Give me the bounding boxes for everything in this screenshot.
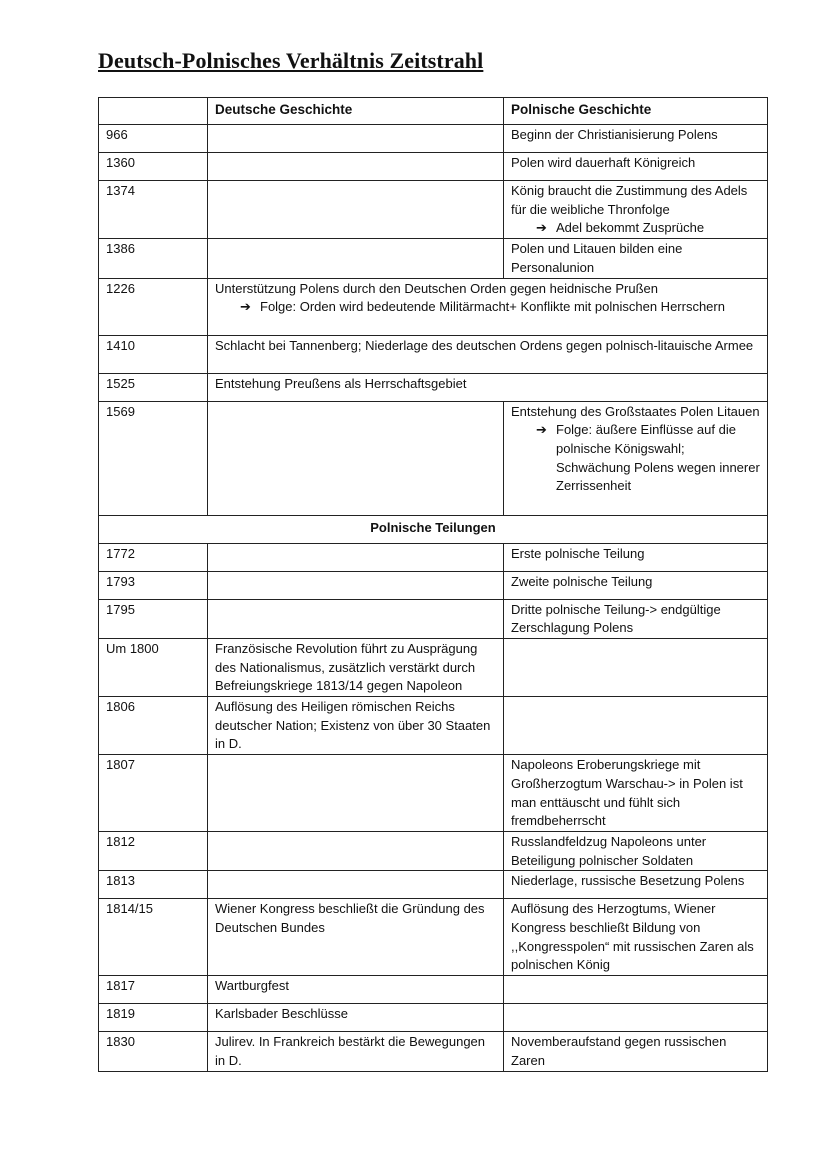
- header-german-history: Deutsche Geschichte: [208, 98, 504, 125]
- year-cell: 1795: [99, 599, 208, 638]
- table-row: [99, 976, 768, 1004]
- table-row: [99, 278, 768, 335]
- year-cell: 1807: [99, 755, 208, 832]
- polish-cell: Polen und Litauen bilden eine Personalunion: [504, 239, 768, 278]
- year-cell: 1410: [99, 335, 208, 373]
- german-cell: [208, 571, 504, 599]
- table-row: [99, 335, 768, 373]
- polish-text: Entstehung des Großstaates Polen Litauen: [511, 403, 760, 419]
- year-cell: 1819: [99, 1004, 208, 1032]
- year-cell: 1793: [99, 571, 208, 599]
- german-cell: [208, 599, 504, 638]
- page-title: Deutsch-Polnisches Verhältnis Zeitstrahl: [98, 48, 484, 73]
- year-cell: 1772: [99, 543, 208, 571]
- year-cell: 1812: [99, 831, 208, 870]
- polish-cell: Dritte polnische Teilung-> endgültige Zerschlagung Polens: [504, 599, 768, 638]
- year-cell: Um 1800: [99, 638, 208, 696]
- year-cell: 1830: [99, 1032, 208, 1071]
- german-cell: Wartburgfest: [208, 976, 504, 1004]
- german-cell: [208, 125, 504, 153]
- polish-cell: Erste polnische Teilung: [504, 543, 768, 571]
- year-cell: 1806: [99, 697, 208, 755]
- polish-cell: [504, 181, 768, 239]
- german-cell: Auflösung des Heiligen römischen Reichs deutscher Nation; Existenz von über 30 Staaten in D.: [208, 697, 504, 755]
- consequence-line: [511, 219, 760, 238]
- year-cell: 1814/15: [99, 899, 208, 976]
- timeline-table: [98, 97, 768, 1072]
- header-polish-history: Polnische Geschichte: [504, 98, 768, 125]
- consequence-text: Folge: Orden wird bedeutende Militärmacht+ Konflikte mit polnischen Herrschern: [260, 299, 725, 315]
- arrow-right-icon: ➔: [536, 422, 547, 438]
- german-cell: Julirev. In Frankreich bestärkt die Bewegungen in D.: [208, 1032, 504, 1071]
- polish-cell: Niederlage, russische Besetzung Polens: [504, 871, 768, 899]
- section-heading: Polnische Teilungen: [99, 515, 768, 543]
- consequence-text: Folge: äußere Einflüsse auf die polnische Königswahl; Schwächung Polens wegen innerer Zerrissenheit: [556, 422, 760, 494]
- table-row: [99, 697, 768, 755]
- year-cell: 1569: [99, 401, 208, 515]
- polish-cell: Polen wird dauerhaft Königreich: [504, 153, 768, 181]
- table-row: [99, 871, 768, 899]
- table-row: [99, 571, 768, 599]
- table-row: [99, 1032, 768, 1071]
- polish-cell: [504, 401, 768, 515]
- table-row: [99, 899, 768, 976]
- polish-cell: [504, 1004, 768, 1032]
- german-cell: [208, 755, 504, 832]
- consequence-line: [511, 421, 760, 496]
- year-cell: 1525: [99, 373, 208, 401]
- table-row: [99, 599, 768, 638]
- german-cell: [208, 401, 504, 515]
- german-cell: Karlsbader Beschlüsse: [208, 1004, 504, 1032]
- german-cell: [208, 543, 504, 571]
- arrow-right-icon: ➔: [240, 299, 251, 315]
- table-row: [99, 181, 768, 239]
- german-cell: Französische Revolution führt zu Ausprägung des Nationalismus, zusätzlich verstärkt durch Befreiungskriege 1813/14 gegen Napoleon: [208, 638, 504, 696]
- table-row: [99, 543, 768, 571]
- polish-cell: Napoleons Eroberungskriege mit Großherzogtum Warschau-> in Polen ist man enttäuscht und fühlt sich fremdbeherrscht: [504, 755, 768, 832]
- year-cell: 1386: [99, 239, 208, 278]
- german-cell: [208, 181, 504, 239]
- shared-history-cell: [208, 278, 768, 335]
- table-row: [99, 755, 768, 832]
- polish-cell: Novemberaufstand gegen russischen Zaren: [504, 1032, 768, 1071]
- consequence-line: [215, 298, 760, 317]
- german-cell: [208, 871, 504, 899]
- polish-cell: Auflösung des Herzogtums, Wiener Kongress beschließt Bildung von ,,Kongresspolen“ mit russischen Zaren als polnischen König: [504, 899, 768, 976]
- year-cell: 966: [99, 125, 208, 153]
- polish-cell: Zweite polnische Teilung: [504, 571, 768, 599]
- table-row: [99, 153, 768, 181]
- header-row: [99, 98, 768, 125]
- table-row: [99, 638, 768, 696]
- shared-history-cell: Entstehung Preußens als Herrschaftsgebiet: [208, 373, 768, 401]
- year-cell: 1374: [99, 181, 208, 239]
- arrow-right-icon: ➔: [536, 220, 547, 236]
- table-row: [99, 125, 768, 153]
- header-year: [99, 98, 208, 125]
- table-row: [99, 401, 768, 515]
- polish-text: König braucht die Zustimmung des Adels für die weibliche Thronfolge: [511, 183, 748, 217]
- german-cell: [208, 153, 504, 181]
- shared-history-cell: Schlacht bei Tannenberg; Niederlage des deutschen Ordens gegen polnisch-litauische Armee: [208, 335, 768, 373]
- polish-cell: Russlandfeldzug Napoleons unter Beteiligung polnischer Soldaten: [504, 831, 768, 870]
- year-cell: 1817: [99, 976, 208, 1004]
- german-cell: [208, 831, 504, 870]
- table-row: [99, 831, 768, 870]
- table-row: [99, 1004, 768, 1032]
- shared-text: Unterstützung Polens durch den Deutschen Orden gegen heidnische Prußen: [215, 280, 659, 296]
- german-cell: [208, 239, 504, 278]
- polish-cell: [504, 638, 768, 696]
- year-cell: 1226: [99, 278, 208, 335]
- year-cell: 1360: [99, 153, 208, 181]
- section-row: [99, 515, 768, 543]
- polish-cell: Beginn der Christianisierung Polens: [504, 125, 768, 153]
- polish-cell: [504, 697, 768, 755]
- consequence-text: Adel bekommt Zusprüche: [556, 220, 705, 236]
- table-row: [99, 239, 768, 278]
- german-cell: Wiener Kongress beschließt die Gründung des Deutschen Bundes: [208, 899, 504, 976]
- table-row: [99, 373, 768, 401]
- polish-cell: [504, 976, 768, 1004]
- year-cell: 1813: [99, 871, 208, 899]
